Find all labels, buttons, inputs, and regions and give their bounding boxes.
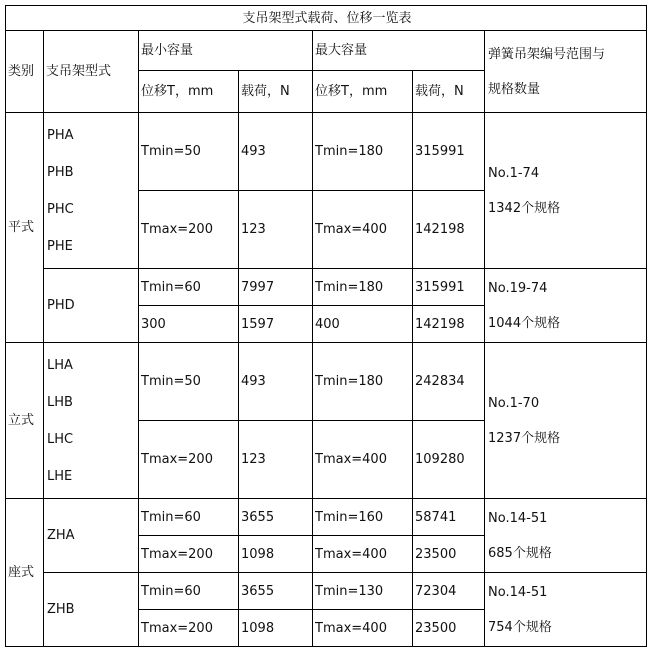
min-load-cell: 1597: [239, 306, 313, 343]
type-label: LHB: [47, 394, 73, 410]
min-load-cell: 1098: [239, 610, 313, 647]
max-load-cell: 72304: [413, 573, 485, 610]
max-displacement-cell: Tmax=400: [313, 610, 413, 647]
max-displacement-cell: Tmin=130: [313, 573, 413, 610]
min-displacement-cell: Tmax=200: [139, 191, 239, 269]
type-label: PHA: [47, 127, 74, 143]
min-load-cell: 123: [239, 421, 313, 499]
min-displacement-cell: Tmin=50: [139, 113, 239, 191]
spring-range: No.14-51: [488, 584, 548, 600]
type-label: PHE: [47, 238, 73, 254]
category-cell: 座式: [6, 499, 44, 647]
min-displacement-cell: Tmax=200: [139, 610, 239, 647]
type-cell: [44, 499, 139, 573]
max-load-cell: 23500: [413, 610, 485, 647]
table-wrapper: [5, 5, 647, 647]
max-load-cell: 23500: [413, 536, 485, 573]
type-label: LHE: [47, 468, 73, 484]
type-label: PHC: [47, 201, 74, 217]
min-load-cell: 493: [239, 113, 313, 191]
type-label: ZHA: [47, 528, 75, 543]
max-load-cell: 109280: [413, 421, 485, 499]
type-cell: [44, 269, 139, 343]
max-load-cell: 58741: [413, 499, 485, 536]
spring-count: 1044个规格: [488, 315, 561, 331]
max-displacement-cell: Tmin=180: [313, 113, 413, 191]
max-load-cell: 315991: [413, 113, 485, 191]
max-displacement-cell: Tmax=400: [313, 191, 413, 269]
min-load-cell: 7997: [239, 269, 313, 306]
header-category: 类别: [6, 31, 44, 113]
header-spring-range: [485, 31, 647, 113]
table-row: [6, 573, 647, 610]
spring-range-cell: [485, 573, 647, 647]
min-displacement-cell: Tmin=50: [139, 343, 239, 421]
header-min-displacement: 位移T，mm: [139, 71, 239, 113]
title-row: [6, 6, 647, 31]
min-displacement-cell: Tmin=60: [139, 269, 239, 306]
min-load-cell: 123: [239, 191, 313, 269]
max-displacement-cell: 400: [313, 306, 413, 343]
spring-count: 685个规格: [488, 545, 552, 561]
type-cell: [44, 113, 139, 269]
max-displacement-cell: Tmin=180: [313, 269, 413, 306]
header-min-capacity: 最小容量: [139, 31, 313, 71]
spring-range: No.1-74: [488, 165, 540, 181]
min-displacement-cell: 300: [139, 306, 239, 343]
type-cell: [44, 573, 139, 647]
header-min-load: 载荷，N: [239, 71, 313, 113]
load-displacement-table: [5, 5, 647, 647]
spring-range: No.14-51: [488, 510, 548, 526]
table-row: [6, 343, 647, 421]
table-title: 支吊架型式载荷、位移一览表: [6, 6, 647, 31]
max-load-cell: 142198: [413, 191, 485, 269]
spring-range-cell: [485, 343, 647, 499]
max-load-cell: 142198: [413, 306, 485, 343]
table-row: [6, 113, 647, 191]
max-load-cell: 242834: [413, 343, 485, 421]
max-displacement-cell: Tmin=180: [313, 343, 413, 421]
max-displacement-cell: Tmax=400: [313, 421, 413, 499]
min-load-cell: 1098: [239, 536, 313, 573]
min-load-cell: 3655: [239, 573, 313, 610]
min-load-cell: 493: [239, 343, 313, 421]
spring-range-cell: [485, 499, 647, 573]
max-displacement-cell: Tmin=160: [313, 499, 413, 536]
type-label: PHD: [47, 298, 75, 313]
spring-range-cell: [485, 113, 647, 269]
min-displacement-cell: Tmax=200: [139, 421, 239, 499]
table-row: [6, 499, 647, 536]
category-cell: 平式: [6, 113, 44, 343]
max-displacement-cell: Tmax=400: [313, 536, 413, 573]
type-label: LHC: [47, 431, 74, 447]
category-cell: 立式: [6, 343, 44, 499]
header-max-capacity: 最大容量: [313, 31, 485, 71]
type-label: ZHB: [47, 602, 75, 617]
min-displacement-cell: Tmax=200: [139, 536, 239, 573]
min-displacement-cell: Tmin=60: [139, 573, 239, 610]
spring-range: No.19-74: [488, 280, 548, 296]
type-label: LHA: [47, 357, 73, 373]
header-row-1: [6, 31, 647, 71]
header-spring-range-line1: 弹簧吊架编号范围与: [488, 46, 606, 62]
spring-range: No.1-70: [488, 395, 540, 411]
min-load-cell: 3655: [239, 499, 313, 536]
header-max-displacement: 位移T，mm: [313, 71, 413, 113]
spring-count: 754个规格: [488, 619, 552, 635]
spring-range-cell: [485, 269, 647, 343]
type-cell: [44, 343, 139, 499]
type-label: PHB: [47, 164, 74, 180]
header-type: 支吊架型式: [44, 31, 139, 113]
header-spring-count-line2: 规格数量: [488, 81, 541, 97]
table-row: [6, 269, 647, 306]
max-load-cell: 315991: [413, 269, 485, 306]
spring-count: 1342个规格: [488, 200, 561, 216]
header-max-load: 载荷，N: [413, 71, 485, 113]
min-displacement-cell: Tmin=60: [139, 499, 239, 536]
spring-count: 1237个规格: [488, 430, 561, 446]
